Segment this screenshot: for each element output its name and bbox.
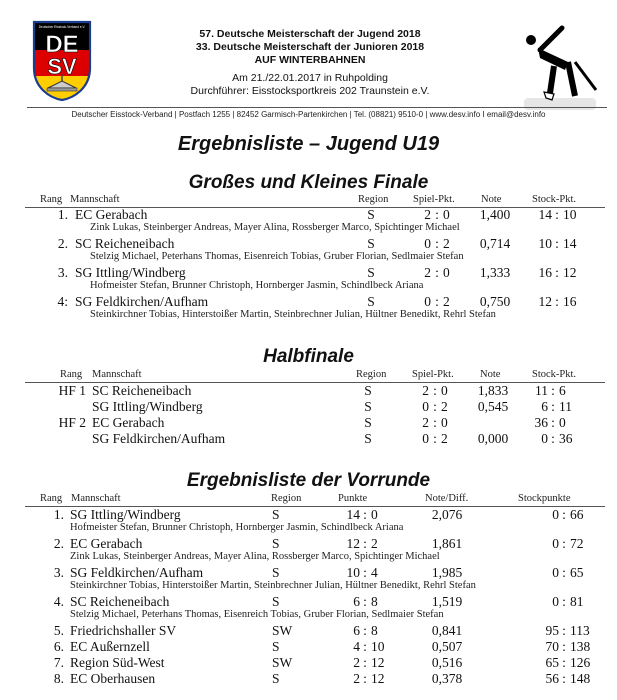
stock-pkt-right: 6 (559, 383, 566, 398)
punkte-right: 2 (371, 536, 378, 551)
region: S (272, 507, 280, 522)
header-line-3: AUF WINTERBAHNEN (254, 54, 366, 66)
stockpunkte-right: 66 (570, 507, 584, 522)
team-name: SC Reicheneibach (92, 383, 192, 398)
rang: 3. (53, 565, 64, 580)
spiel-pkt-right: 2 (443, 236, 450, 251)
team-name: SC Reicheneibach (75, 236, 175, 251)
note: 2,076 (431, 507, 463, 522)
punkte-colon: : (363, 655, 367, 670)
stockpunkte-colon: : (562, 507, 566, 522)
team-members: Stelzig Michael, Peterhans Thomas, Eisenreich Tobias, Gruber Florian, Sedlmaier Stefan (90, 251, 464, 262)
finale-title: Großes und Kleines Finale (188, 172, 429, 193)
stockpunkte-right: 65 (570, 565, 584, 580)
note: 0,841 (431, 623, 463, 638)
spiel-pkt-left: 0 (424, 294, 431, 309)
eisstock-athlete-pictogram (520, 18, 600, 113)
stockpunkte-colon: : (562, 536, 566, 551)
region: S (272, 594, 280, 609)
stockpunkte-left: 65 (545, 655, 559, 670)
spiel-pkt-colon: : (435, 294, 439, 309)
col-rang: Rang (40, 194, 63, 205)
team-name: EC Außernzell (70, 639, 150, 654)
stock-pkt-left: 6 (541, 399, 548, 414)
spiel-pkt-colon: : (435, 207, 439, 222)
halbfinale-title: Halbfinale (263, 346, 354, 367)
stockpunkte-left: 56 (545, 671, 559, 686)
col-team: Mannschaft (71, 493, 121, 504)
region: S (367, 236, 375, 251)
stockpunkte-right: 72 (570, 536, 584, 551)
rang: 4. (53, 594, 64, 609)
vorrunde-title: Ergebnisliste der Vorrunde (186, 470, 431, 491)
address-line: Deutscher Eisstock-Verband | Postfach 1255 | 82452 Garmisch-Partenkirchen | Tel. (08821) 9510-0 | www.desv.info I email@desv.info (71, 110, 546, 119)
punkte-left: 10 (346, 565, 360, 580)
region: SW (272, 623, 293, 638)
stockpunkte-left: 0 (552, 565, 559, 580)
note: 0,000 (477, 431, 509, 446)
team-members: Stelzig Michael, Peterhans Thomas, Eisenreich Tobias, Gruber Florian, Sedlmaier Stefan (70, 609, 444, 620)
stock-pkt-colon: : (555, 207, 559, 222)
note: 1,333 (479, 265, 511, 280)
stockpunkte-left: 95 (545, 623, 559, 638)
team-members: Hofmeister Stefan, Brunner Christoph, Hornberger Jasmin, Schindlbeck Ariana (90, 280, 424, 291)
stockpunkte-colon: : (562, 565, 566, 580)
region: S (272, 536, 280, 551)
col-team: Mannschaft (92, 369, 142, 380)
region: S (364, 415, 372, 430)
team-name: Friedrichshaller SV (70, 623, 177, 638)
desv-logo (32, 20, 92, 102)
stock-pkt-left: 10 (538, 236, 552, 251)
rang: 8. (53, 671, 64, 686)
header-date-place: Am 21./22.01.2017 in Ruhpolding (232, 72, 388, 84)
stockpunkte-right: 113 (570, 623, 590, 638)
stockpunkte-colon: : (562, 671, 566, 686)
svg-text:SV: SV (47, 54, 77, 79)
spiel-pkt-right: 2 (443, 294, 450, 309)
spiel-pkt-left: 2 (422, 415, 429, 430)
punkte-right: 12 (371, 655, 385, 670)
stock-pkt-colon: : (551, 383, 555, 398)
punkte-colon: : (363, 594, 367, 609)
col-stock: Stock-Pkt. (532, 369, 577, 380)
header-divider (27, 107, 607, 108)
spiel-pkt-colon: : (433, 399, 437, 414)
stock-pkt-left: 0 (541, 431, 548, 446)
stock-pkt-colon: : (551, 431, 555, 446)
punkte-right: 4 (371, 565, 378, 580)
punkte-left: 2 (353, 655, 360, 670)
spiel-pkt-left: 2 (422, 383, 429, 398)
stockpunkte-left: 0 (552, 507, 559, 522)
region: S (367, 294, 375, 309)
note: 0,714 (479, 236, 511, 251)
punkte-left: 12 (346, 536, 360, 551)
note: 1,985 (431, 565, 463, 580)
region: S (367, 207, 375, 222)
team-name: SG Ittling/Windberg (70, 507, 181, 522)
spiel-pkt-left: 0 (422, 399, 429, 414)
col-region: Region (356, 369, 387, 380)
stockpunkte-left: 0 (552, 536, 559, 551)
col-rang: Rang (40, 493, 63, 504)
spiel-pkt-left: 0 (422, 431, 429, 446)
spiel-pkt-left: 2 (424, 265, 431, 280)
stock-pkt-colon: : (551, 415, 555, 430)
spiel-pkt-colon: : (433, 383, 437, 398)
punkte-left: 14 (346, 507, 360, 522)
spiel-pkt-colon: : (433, 431, 437, 446)
rang: 7. (53, 655, 64, 670)
spiel-pkt-colon: : (433, 415, 437, 430)
punkte-left: 6 (353, 623, 360, 638)
rang: 4: (57, 294, 68, 309)
punkte-colon: : (363, 507, 367, 522)
stockpunkte-colon: : (562, 639, 566, 654)
col-region: Region (271, 493, 302, 504)
punkte-colon: : (363, 623, 367, 638)
stock-pkt-right: 14 (563, 236, 577, 251)
team-name: EC Oberhausen (70, 671, 156, 686)
header-organizer: Durchführer: Eisstocksportkreis 202 Traunstein e.V. (190, 85, 430, 97)
team-name: EC Gerabach (75, 207, 148, 222)
stockpunkte-left: 0 (552, 594, 559, 609)
rang: 1. (53, 507, 64, 522)
punkte-colon: : (363, 671, 367, 686)
stock-pkt-colon: : (551, 399, 555, 414)
punkte-left: 4 (353, 639, 360, 654)
region: S (272, 565, 280, 580)
spiel-pkt-right: 2 (441, 399, 448, 414)
col-stock: Stockpunkte (518, 493, 571, 504)
eisstock-player-icon (520, 18, 600, 113)
stockpunkte-colon: : (562, 655, 566, 670)
svg-text:DE: DE (45, 31, 79, 58)
punkte-right: 12 (371, 671, 385, 686)
svg-text:Deutscher Eisstock-Verband e.V: Deutscher Eisstock-Verband e.V. (38, 25, 86, 29)
note: 0,507 (431, 639, 463, 654)
region: S (367, 265, 375, 280)
note: 0,378 (431, 671, 463, 686)
region: S (364, 431, 372, 446)
team-name: SG Ittling/Windberg (92, 399, 203, 414)
team-members: Steinkirchner Tobias, Hinterstoißer Martin, Steinbrechner Julian, Hültner Benedikt, Rehrl Stefan (90, 309, 496, 320)
col-spiel: Spiel-Pkt. (412, 369, 454, 380)
stockpunkte-right: 81 (570, 594, 584, 609)
spiel-pkt-colon: : (435, 265, 439, 280)
region: S (364, 399, 372, 414)
stockpunkte-colon: : (562, 594, 566, 609)
rang: 3. (57, 265, 68, 280)
stock-pkt-left: 16 (538, 265, 552, 280)
stock-pkt-left: 36 (534, 415, 548, 430)
spiel-pkt-colon: : (435, 236, 439, 251)
stock-pkt-right: 12 (563, 265, 577, 280)
note: 1,400 (479, 207, 511, 222)
header-line-1: 57. Deutsche Meisterschaft der Jugend 2018 (199, 28, 421, 40)
stockpunkte-right: 148 (570, 671, 591, 686)
rang: 5. (53, 623, 64, 638)
col-note: Note (480, 369, 501, 380)
stockpunkte-right: 126 (570, 655, 591, 670)
punkte-colon: : (363, 639, 367, 654)
team-members: Hofmeister Stefan, Brunner Christoph, Hornberger Jasmin, Schindlbeck Ariana (70, 522, 404, 533)
team-name: SG Ittling/Windberg (75, 265, 186, 280)
stock-pkt-colon: : (555, 265, 559, 280)
spiel-pkt-right: 2 (441, 431, 448, 446)
stock-pkt-right: 0 (559, 415, 566, 430)
punkte-left: 6 (353, 594, 360, 609)
stock-pkt-left: 12 (538, 294, 552, 309)
punkte-right: 10 (371, 639, 385, 654)
rang: 6. (53, 639, 64, 654)
stock-pkt-left: 11 (535, 383, 548, 398)
team-members: Zink Lukas, Steinberger Andreas, Mayer Alina, Rossberger Marco, Spichtinger Michael (90, 222, 460, 233)
col-rang: Rang (60, 369, 83, 380)
stock-pkt-left: 14 (538, 207, 552, 222)
team-name: Region Süd-West (70, 655, 165, 670)
rang: HF 2 (58, 415, 86, 430)
note: 1,833 (477, 383, 509, 398)
team-name: EC Gerabach (92, 415, 165, 430)
team-name: SG Feldkirchen/Aufham (75, 294, 209, 309)
region: SW (272, 655, 293, 670)
punkte-right: 8 (371, 594, 378, 609)
note: 1,861 (431, 536, 463, 551)
col-spiel: Spiel-Pkt. (413, 194, 455, 205)
spiel-pkt-left: 0 (424, 236, 431, 251)
spiel-pkt-right: 0 (443, 265, 450, 280)
note: 0,750 (479, 294, 511, 309)
punkte-right: 0 (371, 507, 378, 522)
note: 0,545 (477, 399, 509, 414)
desv-shield-icon (32, 20, 92, 102)
team-members: Steinkirchner Tobias, Hinterstoißer Martin, Steinbrechner Julian, Hültner Benedikt, Rehrl Stefan (70, 580, 476, 591)
stock-pkt-colon: : (555, 236, 559, 251)
stockpunkte-right: 138 (570, 639, 591, 654)
punkte-right: 8 (371, 623, 378, 638)
region: S (272, 671, 280, 686)
rang: 2. (57, 236, 68, 251)
header-line-2: 33. Deutsche Meisterschaft der Junioren 2018 (195, 41, 425, 53)
col-note: Note/Diff. (425, 493, 469, 504)
region: S (272, 639, 280, 654)
page-title: Ergebnisliste – Jugend U19 (177, 133, 440, 155)
stock-pkt-colon: : (555, 294, 559, 309)
team-name: EC Gerabach (70, 536, 143, 551)
team-name: SG Feldkirchen/Aufham (92, 431, 226, 446)
note: 1,519 (431, 594, 463, 609)
stockpunkte-left: 70 (545, 639, 559, 654)
team-name: SC Reicheneibach (70, 594, 170, 609)
stock-pkt-right: 10 (563, 207, 577, 222)
stock-pkt-right: 36 (559, 431, 573, 446)
col-region: Region (358, 194, 389, 205)
col-punkte: Punkte (338, 493, 368, 504)
spiel-pkt-right: 0 (441, 383, 448, 398)
punkte-colon: : (363, 565, 367, 580)
stock-pkt-right: 16 (563, 294, 577, 309)
punkte-colon: : (363, 536, 367, 551)
rang: 1. (57, 207, 68, 222)
stock-pkt-right: 11 (559, 399, 572, 414)
spiel-pkt-left: 2 (424, 207, 431, 222)
note: 0,516 (431, 655, 463, 670)
col-note: Note (481, 194, 502, 205)
col-stock: Stock-Pkt. (532, 194, 577, 205)
punkte-left: 2 (353, 671, 360, 686)
region: S (364, 383, 372, 398)
rang: 2. (53, 536, 64, 551)
team-name: SG Feldkirchen/Aufham (70, 565, 204, 580)
col-team: Mannschaft (70, 194, 120, 205)
stockpunkte-colon: : (562, 623, 566, 638)
team-members: Zink Lukas, Steinberger Andreas, Mayer Alina, Rossberger Marco, Spichtinger Michael (70, 551, 440, 562)
spiel-pkt-right: 0 (441, 415, 448, 430)
spiel-pkt-right: 0 (443, 207, 450, 222)
rang: HF 1 (58, 383, 86, 398)
